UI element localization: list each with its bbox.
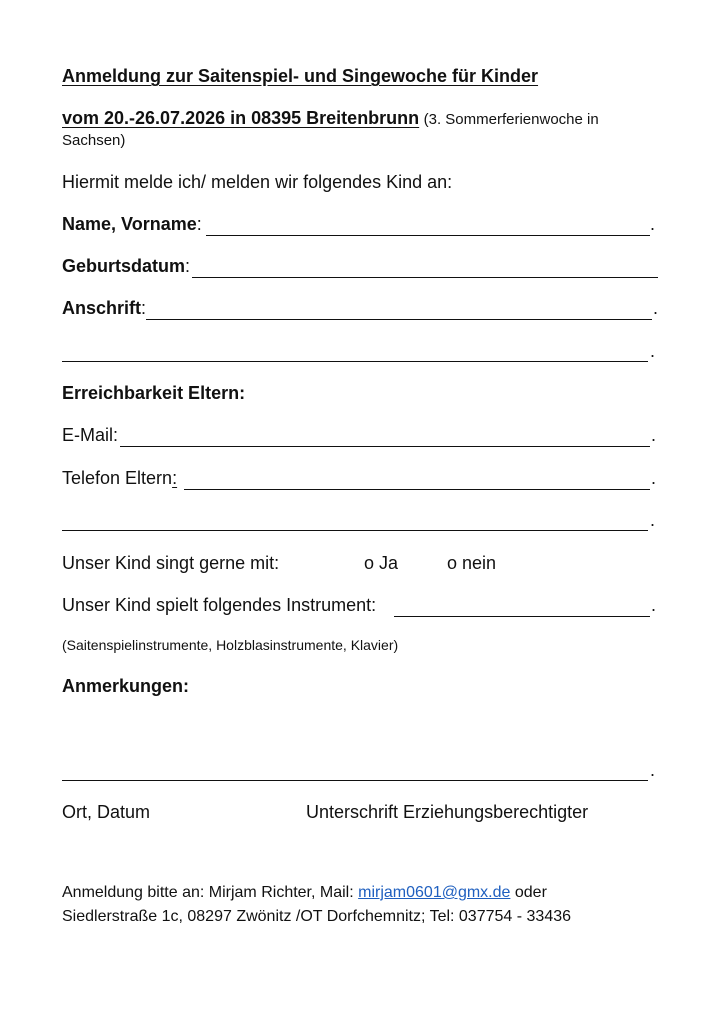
birthdate-input-line[interactable]: [192, 277, 658, 278]
address-label: Anschrift: [62, 298, 142, 318]
phone-field-row: Telefon Eltern:: [62, 468, 178, 488]
remarks-label: Anmerkungen:: [62, 676, 190, 696]
event-dates-line: [62, 108, 599, 129]
phone-input-line[interactable]: [184, 489, 650, 490]
name-input-line[interactable]: [206, 235, 650, 236]
footer-email-link[interactable]: mirjam0601@gmx.de: [358, 884, 511, 901]
address-line-2-dot: .: [650, 341, 656, 361]
guardian-signature-label: Unterschrift Erziehungsberechtigter: [306, 802, 589, 822]
event-dates: vom 20.-26.07.2026 in 08395 Breitenbrunn: [62, 108, 420, 128]
name-field-row: Name, Vorname:: [62, 214, 202, 234]
address-field-row: Anschrift:: [62, 298, 147, 318]
contact-heading: Erreichbarkeit Eltern:: [62, 383, 246, 403]
event-note: (3. Sommerferienwoche in: [423, 111, 599, 128]
name-line-dot: .: [650, 214, 656, 234]
birthdate-field-row: Geburtsdatum:: [62, 256, 191, 276]
sing-yes-option[interactable]: o Ja: [364, 553, 399, 573]
remarks-input-line[interactable]: [62, 780, 648, 781]
address-input-line-2[interactable]: [62, 361, 648, 362]
instrument-question: Unser Kind spielt folgendes Instrument:: [62, 595, 377, 615]
phone-input-line-2[interactable]: [62, 530, 648, 531]
footer-suffix: oder: [510, 884, 547, 901]
phone-label: Telefon Eltern: [62, 468, 173, 488]
event-note-continued: Sachsen): [62, 132, 126, 149]
place-date-label: Ort, Datum: [62, 802, 151, 822]
address-input-line[interactable]: [146, 319, 652, 320]
instrument-line-dot: .: [651, 595, 657, 615]
footer-prefix: Anmeldung bitte an: Mirjam Richter, Mail:: [62, 884, 359, 901]
footer-line-1: [62, 884, 547, 902]
phone-line-2-dot: .: [650, 510, 656, 530]
remarks-line-dot: .: [650, 760, 656, 780]
sing-question: Unser Kind singt gerne mit:: [62, 553, 280, 573]
form-title: Anmeldung zur Saitenspiel- und Singewoche für Kinder: [62, 66, 539, 86]
instrument-hint: (Saitenspielinstrumente, Holzblasinstrumente, Klavier): [62, 637, 399, 653]
footer-address: Siedlerstraße 1c, 08297 Zwönitz /OT Dorfchemnitz; Tel: 037754 - 33436: [62, 908, 572, 925]
email-input-line[interactable]: [120, 446, 650, 447]
sing-no-option[interactable]: o nein: [447, 553, 497, 573]
name-label: Name, Vorname: [62, 214, 197, 234]
phone-line-dot: .: [651, 468, 657, 488]
birthdate-label: Geburtsdatum: [62, 256, 186, 276]
email-label: E-Mail:: [62, 425, 119, 445]
instrument-input-line[interactable]: [394, 616, 650, 617]
address-line-dot: .: [653, 298, 659, 318]
intro-text: Hiermit melde ich/ melden wir folgendes Kind an:: [62, 172, 453, 192]
email-line-dot: .: [651, 425, 657, 445]
